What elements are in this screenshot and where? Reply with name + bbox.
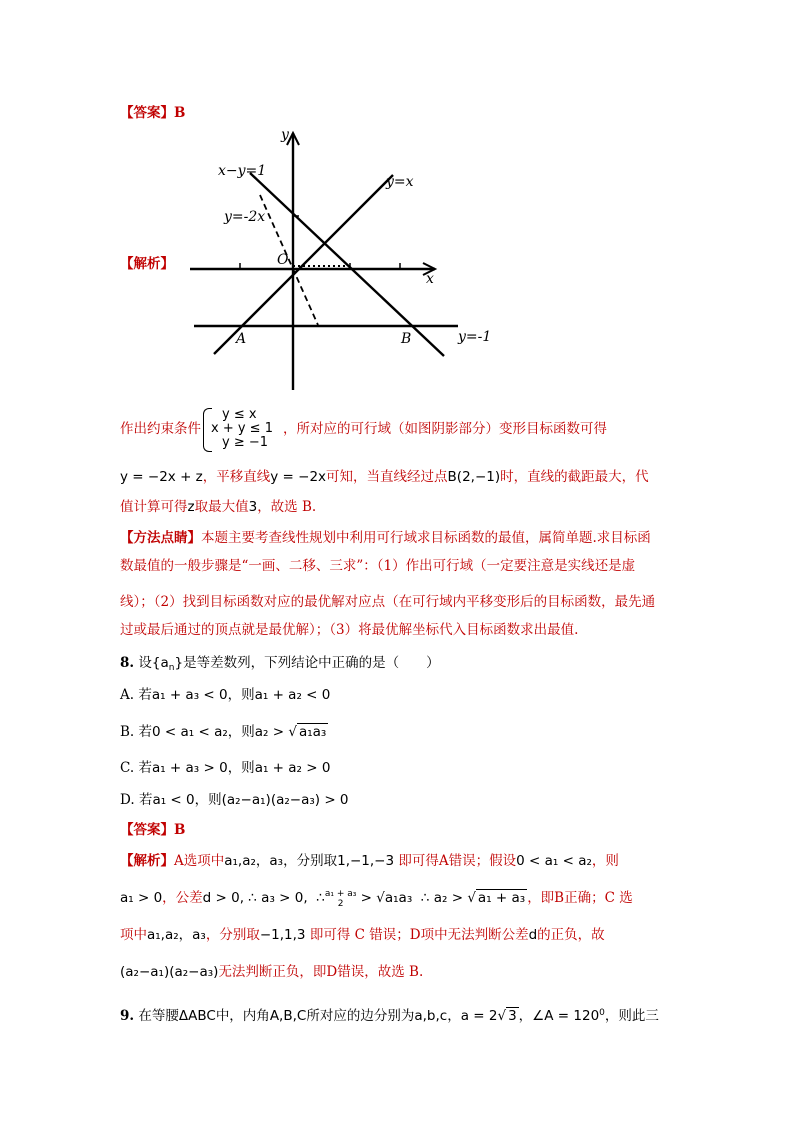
- x-axis-label: x: [426, 271, 434, 287]
- q8-analysis-line-2: a₁ > 0，公差d > 0, ∴ a₃ > 0, ∴ a₁ + a₃ 2 > √a₁a₃ ∴ a₂ > √ a₁ + a₃ ，即B正确；C 选: [120, 888, 633, 909]
- constraint-1: y ≤ x: [222, 407, 257, 422]
- q9-stem: 9. 在等腰ΔABC中，内角A,B,C所对应的边分别为a,b,c，a = 2√ 3 ，∠A = $120^0$，则此三: [120, 1008, 659, 1024]
- q8-analysis-line-4: (a₂−a₁)(a₂−a₃)无法判断正负，即D错误，故选 B.: [120, 964, 424, 980]
- point-a-label: A: [236, 331, 247, 347]
- method-line-2: 数最值的一般步骤是“一画、二移、三求”：（1）作出可行域（一定要注意是实线还是虚: [120, 558, 636, 574]
- constraint-3: y ≥ −1: [222, 435, 269, 450]
- fraction: a₁ + a₃ 2: [324, 888, 357, 909]
- label-y-neg2x: y=-2x: [224, 209, 266, 225]
- q8-stem: 8. 设$\{a_n\}$是等差数列，下列结论中正确的是（ ）: [120, 655, 440, 673]
- method-line-1: 【方法点睛】本题主要考查线性规划中利用可行域求目标函数的最值，属简单题.求目标函: [120, 530, 651, 546]
- label-y-neg1: y=-1: [458, 329, 492, 345]
- point-b-label: B: [401, 331, 412, 347]
- q8-option-c: C. 若a₁ + a₃ > 0，则a₁ + a₂ > 0: [120, 760, 331, 776]
- q8-analysis-line-3: 项中a₁,a₂，a₃，分别取−1,1,3 即可得 C 错误；D项中无法判断公差d的正负，故: [120, 927, 605, 943]
- constraint-intro: 作出约束条件: [120, 421, 201, 437]
- origin-label: O: [277, 252, 289, 268]
- answer-tag: 【答案】: [120, 105, 174, 121]
- q8-option-a: A. 若a₁ + a₃ < 0，则a₁ + a₂ < 0: [120, 687, 331, 703]
- method-line-3: 线）；（2）找到目标函数对应的最优解对应点（在可行域内平移变形后的目标函数，最先通: [120, 594, 656, 610]
- q7-analysis-tag: 【解析】: [120, 256, 174, 272]
- q8-option-d: D. 若a₁ < 0，则(a₂−a₁)(a₂−a₃) > 0: [120, 792, 349, 808]
- q8-answer-line: 【答案】B: [120, 822, 186, 838]
- q7-solution-line-2: y = −2x + z，平移直线y = −2x可知，当直线经过点B(2,−1)时，直线的截距最大，代: [120, 469, 649, 485]
- answer-value: B: [174, 105, 186, 121]
- constraint-2: x + y ≤ 1: [211, 421, 273, 436]
- label-x-minus-y: x−y=1: [218, 163, 267, 179]
- q7-solution-line-3: 值计算可得z取最大值3，故选 B.: [120, 499, 317, 515]
- constraint-after: ，所对应的可行域（如图阴影部分）变形目标函数可得: [283, 421, 607, 437]
- y-axis-label: y: [281, 127, 289, 143]
- q8-option-b: B. 若0 < a₁ < a₂，则a₂ > √ a₁a₃: [120, 724, 327, 740]
- q7-answer-line: [120, 103, 185, 123]
- q8-analysis-line-1: 【解析】A选项中a₁,a₂，a₃，分别取1,−1,−3 即可得A错误；假设0 < a₁ < a₂，则: [120, 853, 619, 869]
- method-line-4: 过或最后通过的顶点就是最优解）；（3）将最优解坐标代入目标函数求出最值.: [120, 622, 579, 638]
- label-y-eq-x: y=x: [386, 174, 414, 190]
- feasible-region-graph: [190, 125, 500, 395]
- sqrt-radicand: a₁a₃: [298, 724, 327, 740]
